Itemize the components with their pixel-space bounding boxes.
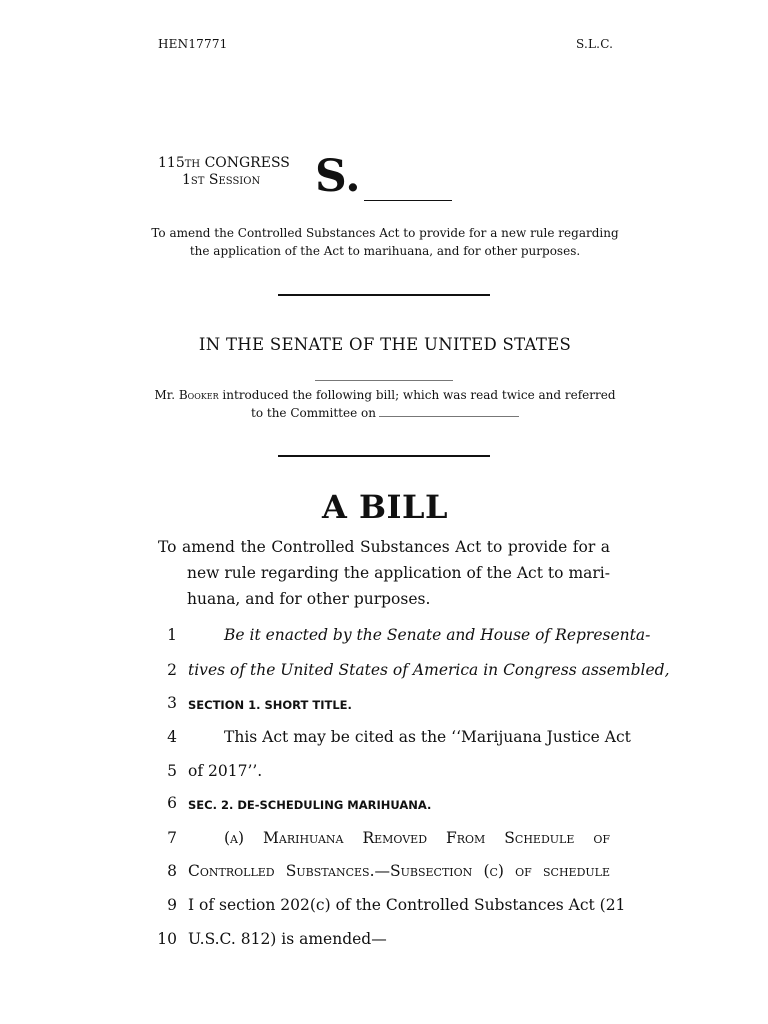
line-number: 4 [167, 728, 177, 746]
purpose-summary [150, 224, 620, 260]
congress-label: 115th CONGRESS [158, 155, 290, 171]
document-code: S.L.C. [576, 37, 614, 51]
bill-title: A BILL [322, 488, 448, 526]
line-number: 7 [167, 829, 177, 847]
body-line: This Act may be cited as the ‘‘Marijuana Justice Act [224, 728, 631, 746]
body-line: I of section 202(c) of the Controlled Substances Act (21 [188, 896, 626, 914]
enacting-clause: tives of the United States of America in Congress assembled, [188, 661, 670, 679]
bill-number-blank [364, 200, 452, 201]
section-heading: SECTION 1. SHORT TITLE. [188, 698, 352, 712]
introduction-line: to the Committee on [150, 404, 620, 422]
bill-prefix: S. [315, 151, 361, 202]
divider [278, 455, 490, 457]
section-heading: SEC. 2. DE-SCHEDULING MARIHUANA. [188, 798, 432, 812]
chamber-heading: IN THE SENATE OF THE UNITED STATES [198, 335, 572, 354]
body-line: Controlled Substances.—Subsection (c) of schedule [188, 862, 610, 880]
line-number: 3 [167, 694, 177, 712]
body-line: U.S.C. 812) is amended— [188, 930, 387, 948]
divider-thin [315, 380, 453, 381]
line-number: 6 [167, 794, 177, 812]
long-title-line: huana, and for other purposes. [187, 590, 431, 608]
congress-session-block [158, 155, 290, 189]
introduction-line: Mr. Booker introduced the following bill; which was read twice and referred [154, 388, 616, 402]
document-id: HEN17771 [158, 37, 228, 51]
line-number: 9 [167, 896, 177, 914]
introduction-text [150, 386, 620, 422]
sponsor-name: Booker [178, 388, 219, 402]
long-title-line: new rule regarding the application of the Act to mari- [187, 564, 610, 582]
subsection-heading: (a) Marihuana Removed From Schedule of [224, 829, 610, 847]
body-line: of 2017’’. [188, 762, 263, 780]
line-number: 10 [157, 930, 177, 948]
line-number: 1 [167, 626, 177, 644]
enacting-clause: Be it enacted by the Senate and House of Representa- [224, 626, 651, 644]
committee-blank [379, 405, 519, 417]
purpose-line: To amend the Controlled Substances Act to provide for a new rule regarding [151, 226, 619, 240]
line-number: 2 [167, 661, 177, 679]
divider [278, 294, 490, 296]
line-number: 5 [167, 762, 177, 780]
purpose-line: the application of the Act to marihuana, and for other purposes. [189, 244, 581, 258]
session-label: 1st Session [182, 172, 261, 188]
long-title-line: To amend the Controlled Substances Act to provide for a [158, 538, 610, 556]
line-number: 8 [167, 862, 177, 880]
